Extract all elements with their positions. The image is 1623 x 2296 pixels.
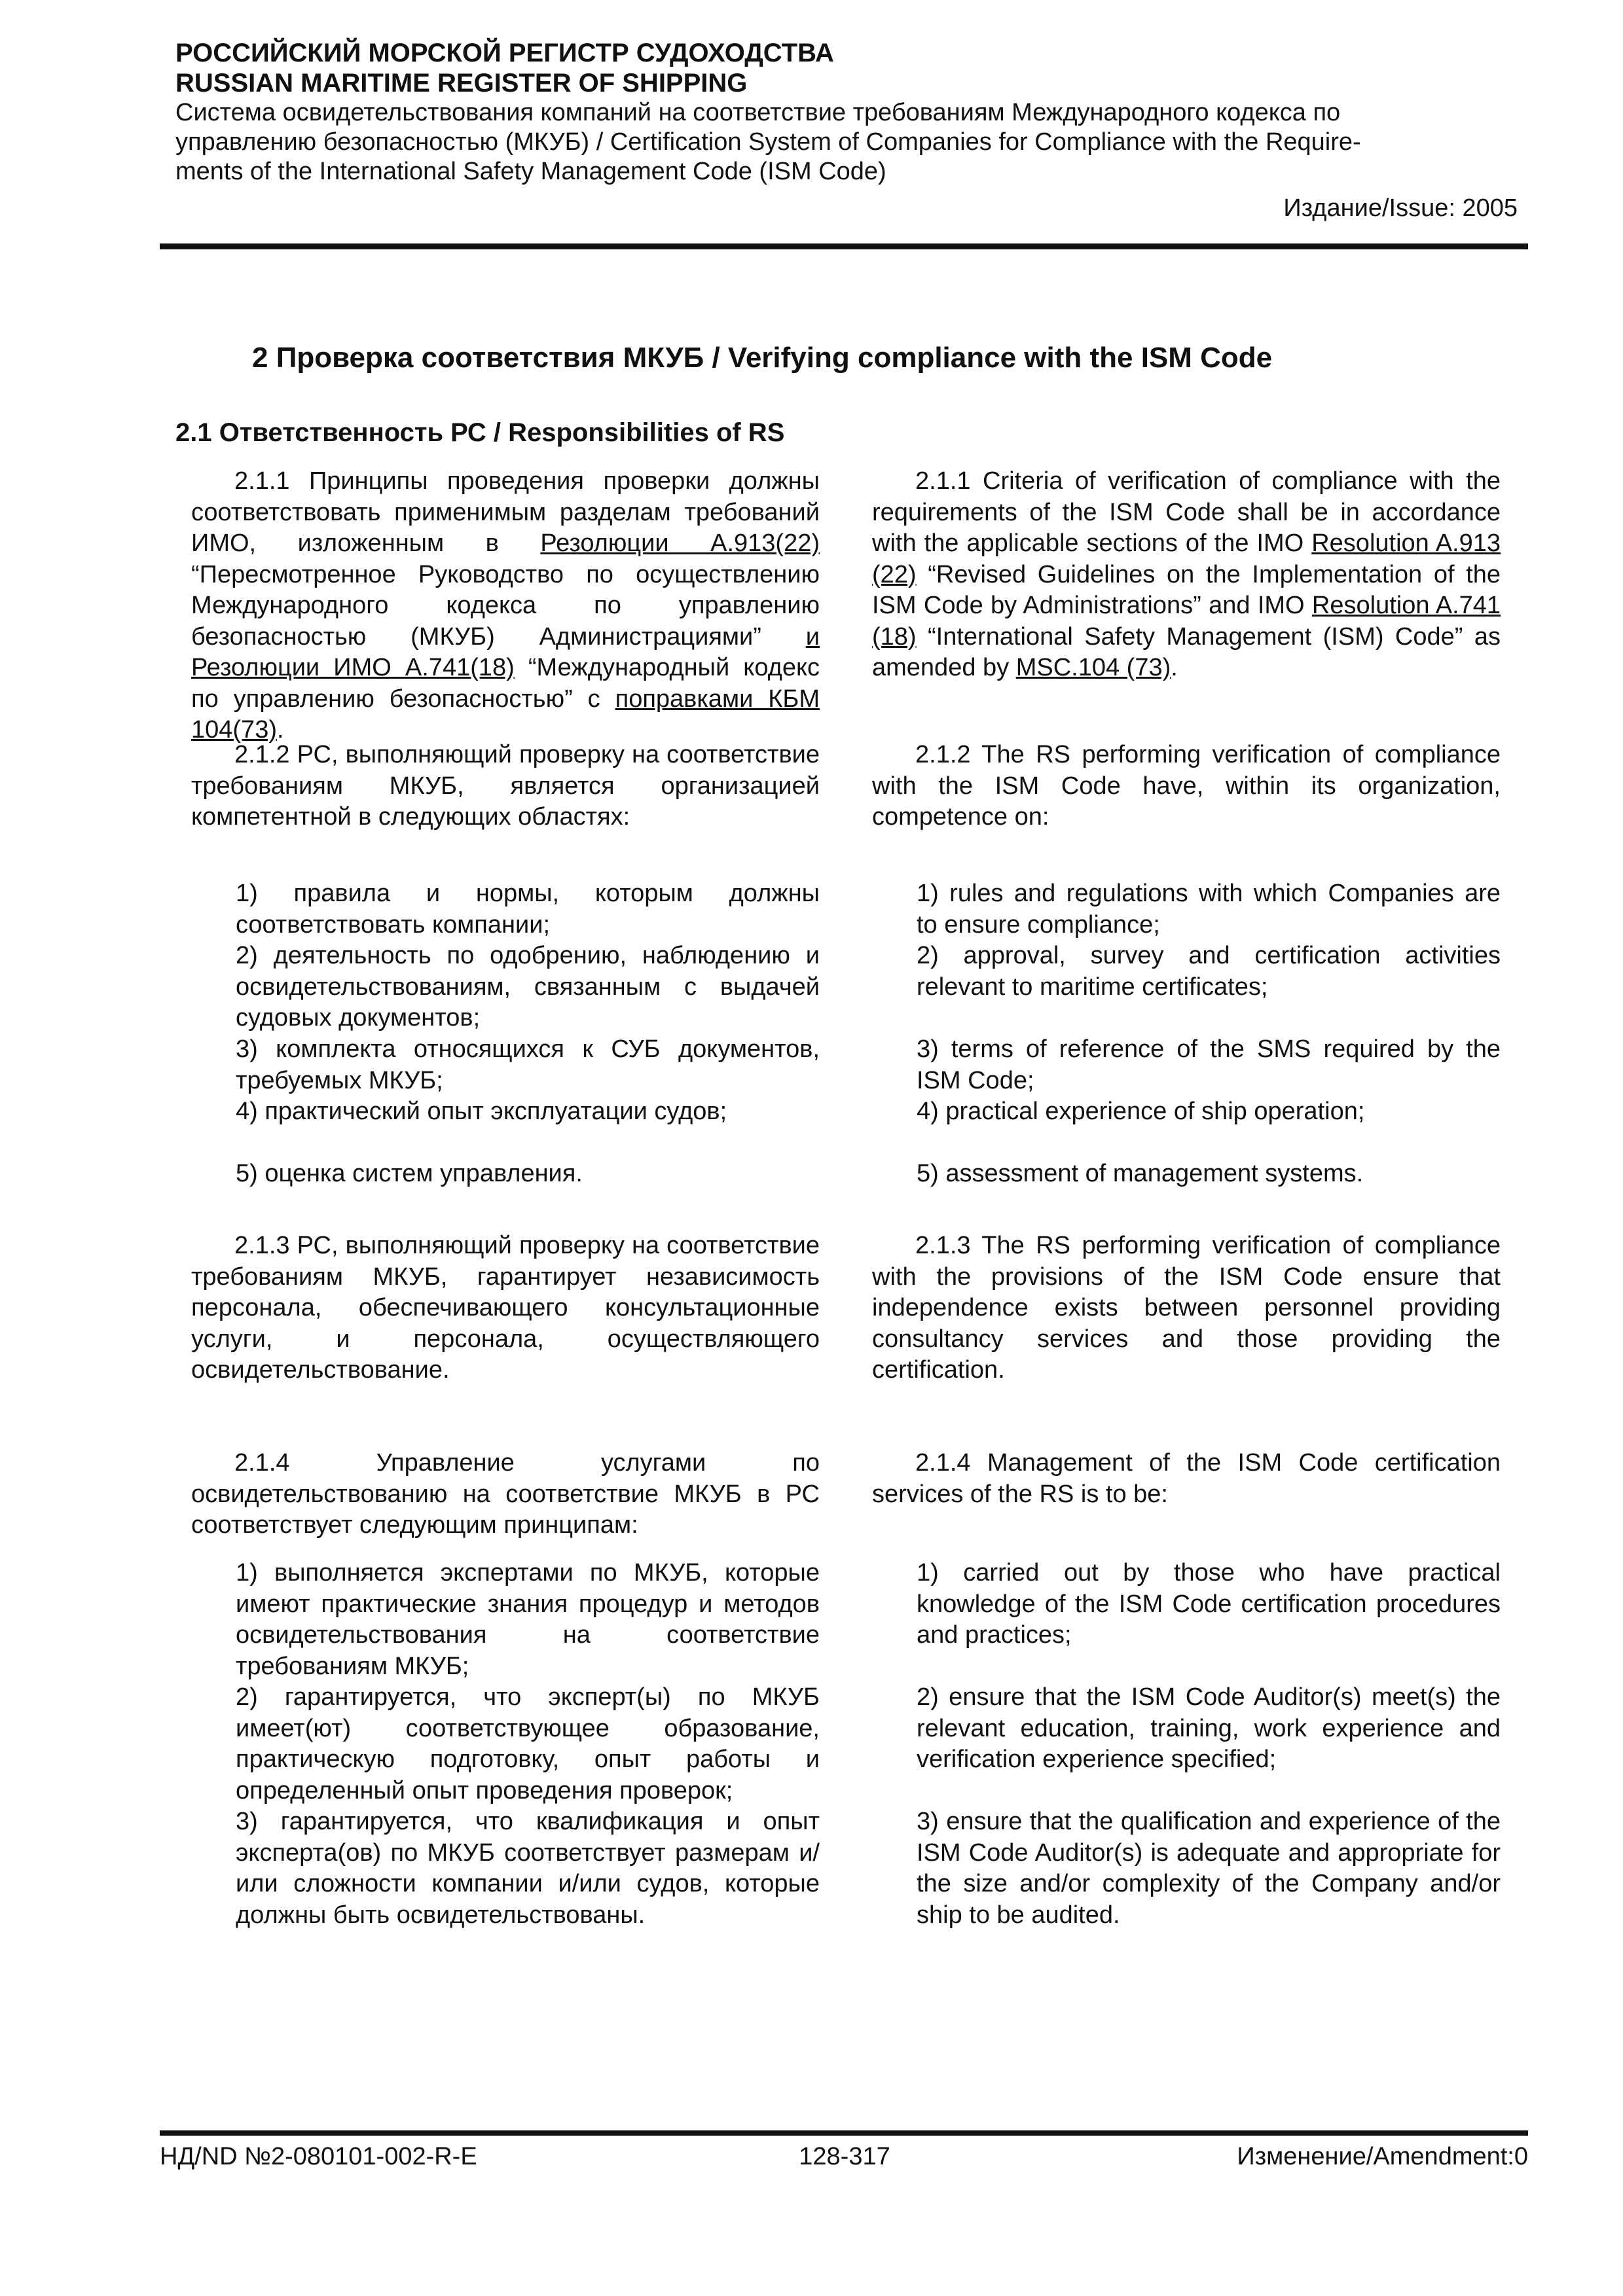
list-item: 5) assessment of management systems. (917, 1160, 1364, 1187)
paragraph-2-1-2-ru: 2.1.2 РС, выполняющий проверку на соответствие требованиям МКУБ, является организацией компетентной в следующих областях: (191, 741, 820, 831)
system-line-2: управлению безопасностью (МКУБ) / Certification System of Companies for Compliance with the Require- (175, 128, 1361, 156)
list-item: 2) ensure that the ISM Code Auditor(s) meet(s) the relevant education, training, work experience and verification experience specified; (917, 1683, 1501, 1773)
list-item: 5) оценка систем управления. (236, 1160, 583, 1187)
text-run: 2.1.1 Принципы проведения проверки должны соответствовать применимым разделам требований ИМО, изложенным в (191, 467, 820, 557)
list-item: 1) carried out by those who have practical knowledge of the ISM Code certification procedures and practices; (917, 1559, 1501, 1649)
msc104-link[interactable]: поправками КБМ 104(73) (191, 685, 820, 744)
text-run: “Международный кодекс по управлению безопасностью” с (191, 654, 820, 713)
subsection-title: 2.1 Ответственность РС / Responsibilities of RS (175, 418, 785, 447)
footer-divider (160, 2130, 1528, 2136)
resolution-a913-link[interactable]: Резолюции А.913(22) (540, 529, 820, 557)
system-line-1: Система освидетельствования компаний на соответствие требованиям Международного кодекса по (175, 99, 1341, 126)
list-item: 4) practical experience of ship operation; (917, 1098, 1365, 1125)
paragraph-2-1-1-en (872, 466, 1501, 684)
text-run: . (1171, 654, 1178, 681)
list-item: 3) гарантируется, что квалификация и опыт эксперта(ов) по МКУБ соответствует размерам и/или сложности компании и/или судов, которые должны быть освидетельствованы. (236, 1808, 820, 1929)
text-run: “Пересмотренное Руководство по осуществлению Международного кодекса по управлению безопасностью (МКУБ) Администрациями” (191, 560, 820, 651)
document-number: НД/ND №2-080101-002-R-E (160, 2143, 477, 2170)
text-run: 2.1.1 Criteria of verification of compliance with the requirements of the ISM Code shall be in accordance with the applicable sections of the IMO (872, 467, 1501, 557)
list-item: 3) terms of reference of the SMS required by the ISM Code; (917, 1035, 1501, 1094)
org-name-en: RUSSIAN MARITIME REGISTER OF SHIPPING (175, 69, 748, 98)
paragraph-2-1-3-ru: 2.1.3 РС, выполняющий проверку на соответствие требованиям МКУБ, гарантирует независимость персонала, обеспечивающего консультационные услуги, и персонала, осуществляющего освидетельствование. (191, 1232, 820, 1384)
resolution-a913-link[interactable]: Resolution A.913 (22) (872, 529, 1501, 588)
header-divider (160, 243, 1528, 249)
resolution-a741-link[interactable]: и Резолюции ИМО А.741(18) (191, 622, 820, 681)
system-line-3: ments of the International Safety Management Code (ISM Code) (175, 158, 886, 185)
list-item: 2) approval, survey and certification activities relevant to maritime certificates; (917, 942, 1501, 1001)
list-item: 2) гарантируется, что эксперт(ы) по МКУБ имеет(ют) соответствующее образование, практическую подготовку, опыт работы и определенный опыт проведения проверок; (236, 1683, 820, 1804)
list-item: 1) выполняется экспертами по МКУБ, которые имеют практические знания процедур и методов освидетельствования на соответствие требованиям МКУБ; (236, 1559, 820, 1680)
text-run: “International Safety Management (ISM) Code” as amended by (872, 622, 1501, 681)
paragraph-2-1-4-ru: 2.1.4 Управление услугами по освидетельствованию на соответствие МКУБ в РС соответствует следующим принципам: (191, 1449, 820, 1539)
msc104-link[interactable]: MSC.104 (73) (1015, 654, 1171, 681)
resolution-a741-link[interactable]: Resolution A.741 (18) (872, 592, 1501, 651)
paragraph-2-1-2-en: 2.1.2 The RS performing verification of compliance with the ISM Code have, within its organization, competence on: (872, 741, 1501, 831)
list-item: 3) комплекта относящихся к СУБ документов, требуемых МКУБ; (236, 1035, 820, 1094)
paragraph-2-1-4-en: 2.1.4 Management of the ISM Code certification services of the RS is to be: (872, 1449, 1501, 1508)
amendment-label: Изменение/Amendment:0 (1237, 2143, 1528, 2170)
paragraph-2-1-1-ru (191, 466, 820, 746)
list-item: 1) правила и нормы, которым должны соответствовать компании; (236, 880, 820, 939)
list-item: 4) практический опыт эксплуатации судов; (236, 1098, 727, 1125)
list-item: 2) деятельность по одобрению, наблюдению и освидетельствованиям, связанным с выдачей судовых документов; (236, 942, 820, 1031)
page-number: 128-317 (799, 2143, 890, 2170)
text-run: . (276, 716, 284, 744)
paragraph-2-1-3-en: 2.1.3 The RS performing verification of compliance with the provisions of the ISM Code ensure that independence exists between personnel providing consultancy services and those providing the certification. (872, 1232, 1501, 1384)
list-item: 1) rules and regulations with which Companies are to ensure compliance; (917, 880, 1501, 939)
text-run: “Revised Guidelines on the Implementation of the ISM Code by Administrations” and IMO (872, 560, 1501, 619)
page-header (175, 38, 1518, 187)
issue-label: Издание/Issue: 2005 (1283, 194, 1518, 222)
list-item: 3) ensure that the qualification and experience of the ISM Code Auditor(s) is adequate and appropriate for the size and/or complexity of the Company and/or ship to be audited. (917, 1808, 1501, 1929)
org-name-ru: РОССИЙСКИЙ МОРСКОЙ РЕГИСТР СУДОХОДСТВА (175, 39, 834, 67)
section-title: 2 Проверка соответствия МКУБ / Verifying compliance with the ISM Code (252, 342, 1273, 374)
